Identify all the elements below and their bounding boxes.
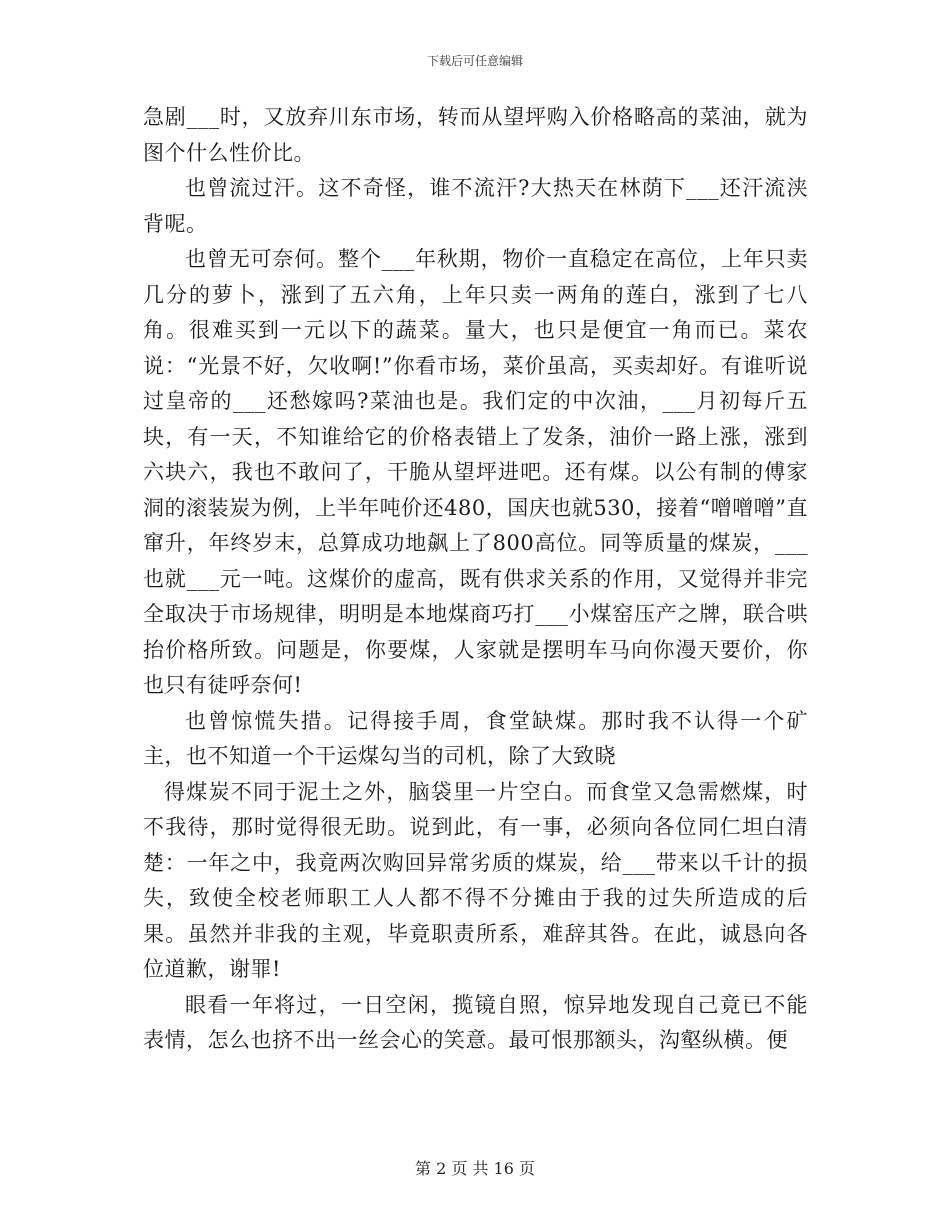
paragraph-1: 急剧___时，又放弃川东市场，转而从望坪购入价格略高的菜油，就为图个什么性价比。 [143,105,808,165]
paragraph-5: 得煤炭不同于泥土之外，脑袋里一片空白。而食堂又急需燃煤，时不我待，那时觉得很无助。说到此，有一事，必须向各位同仁坦白清楚：一年之中，我竟两次购回异常劣质的煤炭，给___带来以千计的损失，致使全校老师职工人人都不得不分摊由于我的过失所造成的后果。虽然并非我的主观，毕竟职责所系，难辞其咎。在此，诚恳向各位道歉，谢罪! [143,779,808,981]
page-number: 第 2 页 共 16 页 [415,1159,535,1178]
paragraph-3: 也曾无可奈何。整个___年秋期，物价一直稳定在高位，上年只卖几分的萝卜，涨到了五六角，上年只卖一两角的莲白，涨到了七八角。很难买到一元以下的蔬菜。量大，也只是便宜一角而已。菜农说：“光景不好，欠收啊!”你看市场，菜价虽高，买卖却好。有谁听说过皇帝的___还愁嫁吗?菜油也是。我们定的中次油，___月初每斤五块，有一天，不知谁给它的价格表错上了发条，油价一路上涨，涨到六块六，我也不敢问了，干脆从望坪进吧。还有煤。以公有制的傅家洞的滚装炭为例，上半年吨价还480，国庆也就530，接着“噌噌噌”直窜升，年终岁末，总算成功地飙上了800高位。同等质量的煤炭，___也就___元一吨。这煤价的虚高，既有供求关系的作用，又觉得并非完全取决于市场规律，明明是本地煤商巧打___小煤窑压产之牌，联合哄抬价格所致。问题是，你要煤，人家就是摆明车马向你漫天要价，你也只有徒呼奈何! [143,247,808,697]
document-body [143,100,808,1059]
paragraph-2: 也曾流过汗。这不奇怪，谁不流汗?大热天在林荫下___还汗流浃背呢。 [143,176,808,236]
paragraph-4: 也曾惊慌失措。记得接手周，食堂缺煤。那时我不认得一个矿主，也不知道一个干运煤勾当的司机，除了大致晓 [143,708,808,768]
page-header: 下载后可任意编辑 [426,54,523,68]
paragraph-6: 眼看一年将过，一日空闲，揽镜自照，惊异地发现自己竟已不能表情，怎么也挤不出一丝会心的笑意。最可恨那额头，沟壑纵横。便 [143,992,808,1052]
